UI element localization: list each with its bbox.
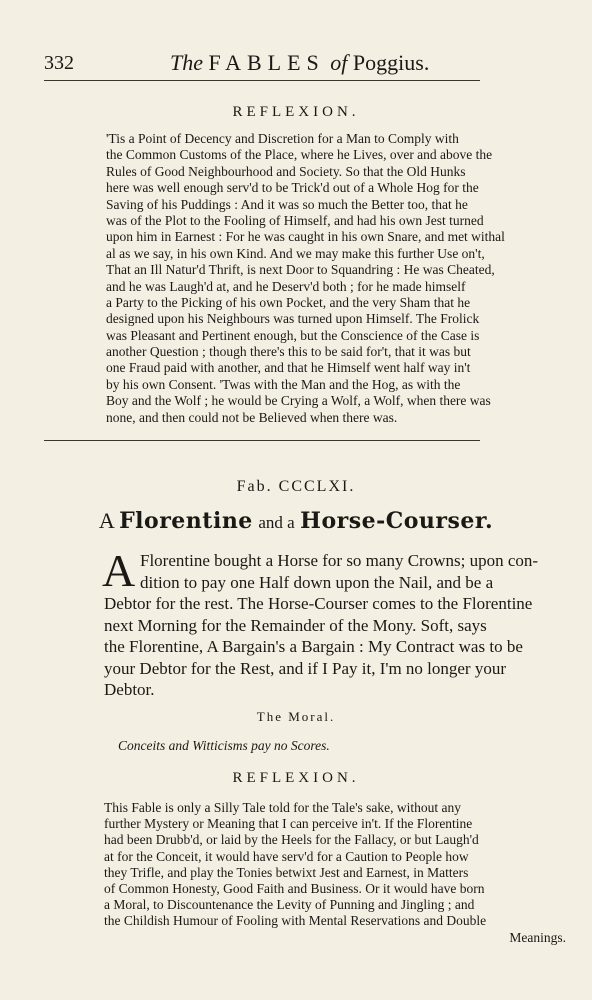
fable-title-horse-courser: Horse-Courser. [300, 508, 494, 534]
fable-number: Fab. CCCLXI. [236, 478, 356, 495]
text-line: a Moral, to Discountenance the Levity of Punning and Jingling ; and [104, 897, 475, 913]
text-line: designed upon his Neighbours was turned upon Himself. The Frolick [106, 311, 480, 327]
text-line: Meanings. [509, 929, 566, 945]
text-line: Saving of his Puddings : And it was so much the Better too, that he [106, 196, 468, 212]
fable-title-article: A [98, 508, 114, 533]
text-line: al as we say, in his own Kind. And we may make this further Use on't, [106, 245, 485, 261]
text-line: Florentine bought a Horse for so many Crowns; upon con- [140, 551, 539, 570]
text-line: This Fable is only a Silly Tale told for the Tale's sake, without any [104, 800, 461, 815]
text-line: Boy and the Wolf ; he would be Crying a Wolf, a Wolf, when there was [106, 393, 491, 409]
text-line: was Pleasant and Pertinent enough, but the Conscience of the Case is [106, 327, 480, 343]
running-header [44, 48, 480, 78]
reflexion-heading-2: REFLEXION. [232, 770, 360, 786]
text-line: further Mystery or Meaning that I can perceive in't. If the Florentine [104, 816, 473, 832]
text-line: 'Tis a Point of Decency and Discretion for a Man to Comply with [106, 131, 459, 146]
text-line: That an Ill Natur'd Thrift, is next Door to Squandring : He was Cheated, [106, 262, 495, 278]
text-line: was of the Plot to the Fooling of Himself, and had his own Jest turned [106, 212, 484, 228]
text-line: had been Drubb'd, or laid by the Heels for the Fallacy, or but Laugh'd [104, 832, 479, 848]
text-line: of Common Honesty, Good Faith and Business. Or it would have born [104, 880, 485, 896]
text-line: your Debtor for the Rest, and if I Pay it, I'm no longer your [104, 658, 507, 678]
running-title-of: of [330, 50, 348, 75]
text-line: a Party to the Picking of his own Pocket, and the very Sham that he [106, 294, 471, 310]
text-line: and he was Laugh'd at, and he Deserv'd both ; for he made himself [106, 278, 466, 294]
running-title-fables: FABLES [208, 50, 325, 75]
running-title-author: Poggius. [352, 50, 430, 75]
text-line: another Question ; though there's this to be said for't, that it was but [106, 344, 471, 360]
reflexion-paragraph [106, 131, 566, 426]
running-title [170, 50, 429, 76]
text-line: the Common Customs of the Place, where he Lives, over and above the [106, 147, 493, 163]
text-line: none, and then could not be Believed when there was. [106, 409, 398, 425]
text-line: upon him in Earnest : For he was caught in his own Snare, and met withal [106, 229, 505, 245]
text-line: next Morning for the Remainder of the Mony. Soft, says [104, 615, 487, 635]
text-line: here was well enough serv'd to be Trick'd out of a Whole Hog for the [106, 180, 479, 196]
reflexion-paragraph-2 [104, 800, 566, 946]
fable-title-and: and a [258, 513, 295, 532]
text-line: the Florentine, A Bargain's a Bargain : My Contract was to be [104, 637, 523, 656]
text-line: at for the Conceit, it would have serv'd for a Caution to People how [104, 848, 469, 864]
text-line: Rules of Good Neighbourhood and Society. So that the Old Hunks [106, 163, 466, 179]
section-rule [44, 440, 480, 441]
text-line: dition to pay one Half down upon the Nail, and be a [140, 572, 494, 592]
fable-title [0, 508, 592, 534]
text-line: they Trifle, and play the Tonies betwixt Jest and Earnest, in Matters [104, 864, 469, 880]
text-line: one Fraud paid with another, and that he Himself went half way in't [106, 360, 471, 376]
text-line: by his own Consent. 'Twas with the Man and the Hog, as with the [106, 376, 461, 392]
running-title-the: The [170, 50, 203, 75]
fable-title-florentine: Florentine [119, 508, 253, 534]
drop-cap: A [102, 545, 136, 596]
reflexion-heading: REFLEXION. [232, 104, 360, 120]
text-line: Debtor. [104, 680, 155, 699]
text-line: the Childish Humour of Fooling with Mental Reservations and Double [104, 913, 487, 929]
moral-text: Conceits and Witticisms pay no Scores. [118, 738, 330, 753]
page-number: 332 [44, 52, 74, 74]
header-rule [44, 80, 480, 81]
moral-heading: The Moral. [256, 709, 336, 724]
fable-text [102, 545, 566, 701]
text-line: Debtor for the rest. The Horse-Courser comes to the Florentine [104, 594, 533, 613]
